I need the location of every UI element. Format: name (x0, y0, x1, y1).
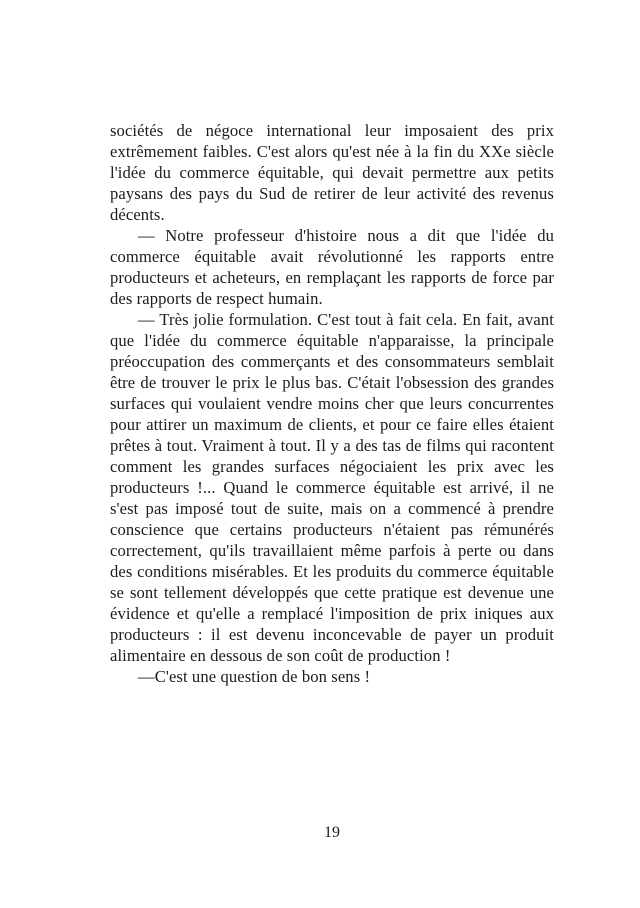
paragraph-dialogue-3: —C'est une question de bon sens ! (138, 667, 371, 686)
paragraph-dialogue-2: — Très jolie formulation. C'est tout à fait cela. En fait, avant que l'idée du commerce équitable n'apparaisse, la principale préoccupation des commerçants et des consommateurs semblait être de trouver le prix le plus bas. C'était l'obsession des grandes surfaces qui voulaient vendre moins cher que leurs concurrentes pour attirer un maximum de clients, et pour ce faire elles étaient prêtes à tout. Vraiment à tout. Il y a des tas de films qui racontent comment les grandes surfaces négociaient les prix avec les producteurs !... Quand le commerce équitable est arrivé, il ne s'est pas imposé tout de suite, mais on a commencé à prendre conscience que certains producteurs n'étaient pas rémunérés correctement, qu'ils travaillaient même parfois à perte ou dans des conditions misérables. Et les produits du commerce équitable se sont tellement développés que cette pratique est devenue une évidence et qu'elle a remplacé l'imposition de prix iniques aux producteurs : il est devenu inconcevable de payer un produit alimentaire en dessous de son coût de production ! (110, 310, 554, 665)
paragraph-dialogue-1: — Notre professeur d'histoire nous a dit que l'idée du commerce équitable avait révolutionné les rapports entre producteurs et acheteurs, en remplaçant les rapports de force par des rapports de respect humain. (110, 226, 554, 308)
page-number: 19 (324, 824, 340, 841)
body-text (110, 120, 554, 687)
paragraph-continuation: sociétés de négoce international leur imposaient des prix extrêmement faibles. C'est alors qu'est née à la fin du XXe siècle l'idée du commerce équitable, qui devait permettre aux petits paysans des pays du Sud de retirer de leur activité des revenus décents. (110, 121, 554, 224)
